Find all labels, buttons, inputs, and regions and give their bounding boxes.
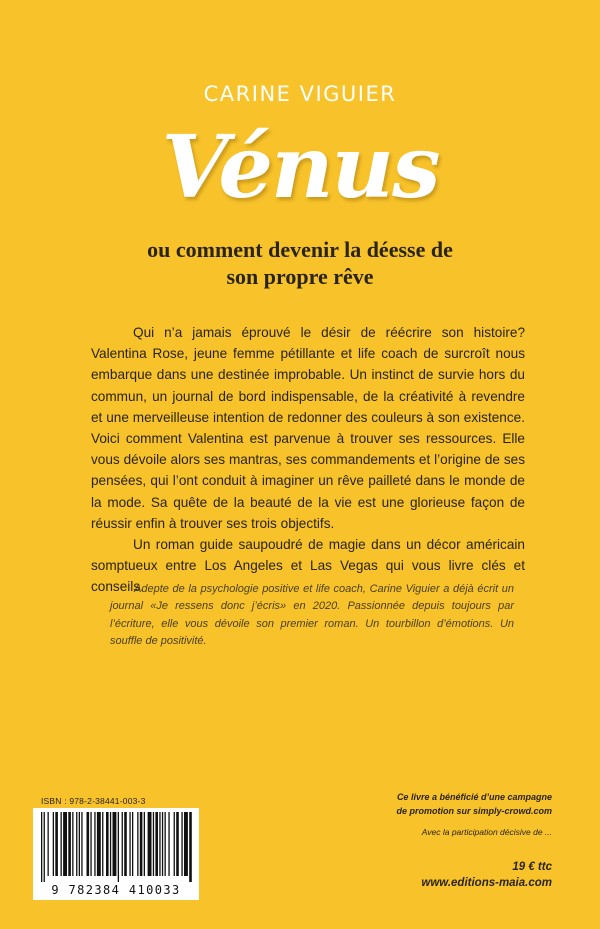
barcode-bar xyxy=(174,812,175,876)
barcode-bar xyxy=(140,812,143,876)
price: 19 € ttc xyxy=(512,861,552,873)
subtitle-line-2: son propre rêve xyxy=(226,264,374,289)
book-subtitle xyxy=(0,236,600,290)
barcode-bar xyxy=(153,812,154,876)
barcode-bar xyxy=(132,812,133,876)
barcode-bar xyxy=(44,812,45,882)
barcode-bar xyxy=(76,812,77,876)
barcode-bar xyxy=(168,812,169,876)
barcode-bar xyxy=(181,812,182,876)
barcode-bar xyxy=(81,812,82,876)
author-name: CARINE VIGUIER xyxy=(203,82,397,106)
barcode-bar xyxy=(94,812,95,876)
barcode-bar xyxy=(129,812,130,876)
barcode-bar xyxy=(48,812,49,876)
barcode xyxy=(33,808,199,900)
barcode-bar xyxy=(162,812,163,876)
barcode-bar xyxy=(61,812,62,876)
synopsis xyxy=(91,322,525,598)
barcode-bar xyxy=(90,812,91,876)
barcode-bar xyxy=(176,812,179,876)
promotion-line-2: de promotion sur simply-crowd.com xyxy=(396,806,552,816)
barcode-bar xyxy=(124,812,127,876)
participation-note: Avec la participation décisive de ... xyxy=(421,827,552,837)
barcode-bar xyxy=(79,812,80,876)
barcode-bar xyxy=(41,812,42,882)
barcode-bar xyxy=(55,812,58,876)
synopsis-paragraph-2: Un roman guide saupoudré de magie dans un décor américain somptueux entre Los Angeles et Las Vegas qui vous livre clés et conseils. xyxy=(91,537,525,595)
barcode-bar xyxy=(53,812,54,876)
barcode-bar xyxy=(106,812,109,876)
barcode-digits: 9 782384 410033 xyxy=(51,883,181,897)
barcode-bar xyxy=(148,812,152,876)
promotion-note xyxy=(330,790,552,818)
barcode-bar xyxy=(122,812,123,876)
barcode-bar xyxy=(137,812,138,876)
barcode-bar xyxy=(110,812,111,876)
promotion-line-1: Ce livre a bénéficié d’une campagne xyxy=(396,792,552,802)
barcode-bar xyxy=(184,812,188,876)
isbn-label: ISBN : 978-2-38441-003-3 xyxy=(41,796,146,806)
barcode-bars xyxy=(39,812,193,882)
barcode-bar xyxy=(72,812,73,876)
barcode-bar xyxy=(189,812,192,882)
subtitle-line-1: ou comment devenir la déesse de xyxy=(147,237,453,262)
author-bio: Adepte de la psychologie positive et life coach, Carine Viguier a déjà écrit un journal «Je ressens donc j’écris» en 2020. Passionnée depuis toujours par l’écriture, elle vous dévoile son premier roman. Un tourbillon d’émotions. Un souffle de positivité. xyxy=(110,583,514,648)
barcode-bar xyxy=(97,812,101,876)
book-title: Vénus xyxy=(161,117,439,218)
barcode-bar xyxy=(165,812,166,876)
barcode-bar xyxy=(155,812,158,876)
barcode-bar xyxy=(63,812,67,876)
barcode-bar xyxy=(102,812,103,876)
barcode-bar xyxy=(144,812,145,876)
synopsis-paragraph-1: Qui n’a jamais éprouvé le désir de réécrire son histoire? Valentina Rose, jeune femme pétillante et life coach de surcroît nous embarque dans une destinée improbable. Un instinct de survie hors du commun, un journal de bord indispensable, de la créativité à revendre et une merveilleuse intention de redonner des couleurs à son existence. Voici comment Valentina est parvenue à trouver ses ressources. Elle vous dévoile alors ses mantras, ses commandements et l’origine de ses pensées, qui l’ont conduit à imaginer un rêve pailleté dans le monde de la mode. Sa quête de la beauté de la vie est une glorieuse façon de réussir enfin à trouver ses trois objectifs. xyxy=(91,325,525,531)
barcode-bar xyxy=(159,812,160,876)
publisher-website: www.editions-maia.com xyxy=(421,877,552,889)
barcode-bar xyxy=(68,812,71,876)
barcode-bar xyxy=(118,812,119,882)
barcode-bar xyxy=(87,812,90,876)
barcode-bar xyxy=(113,812,117,876)
